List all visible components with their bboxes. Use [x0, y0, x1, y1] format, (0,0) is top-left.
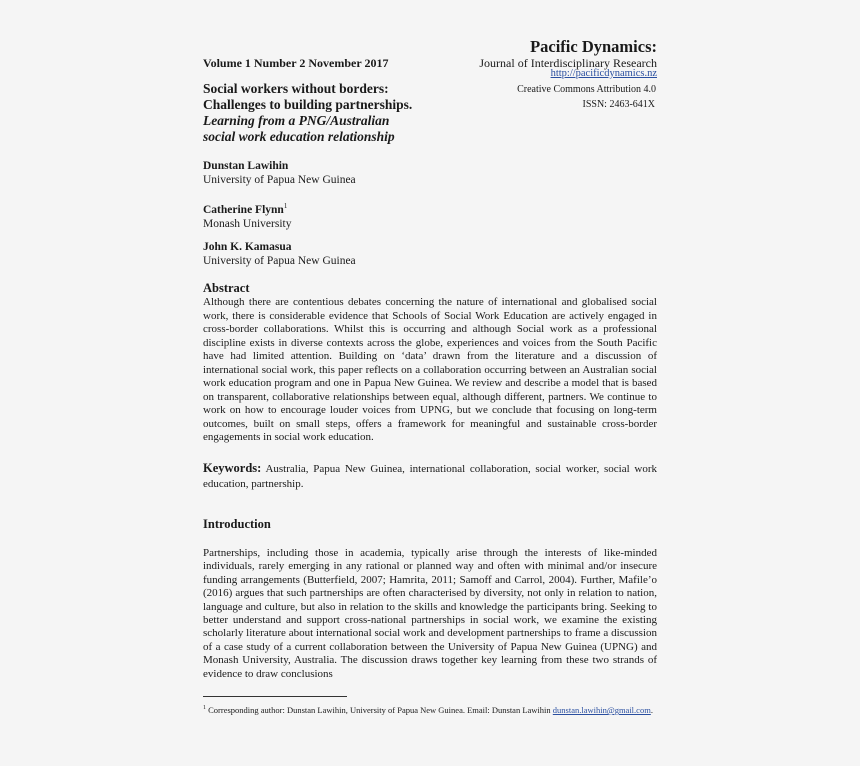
- author-block: [203, 240, 356, 268]
- introduction-heading: Introduction: [203, 517, 271, 531]
- keywords-text: Australia, Papua New Guinea, international collaboration, social worker, social work education, partnership.: [203, 463, 657, 490]
- footnote-rule: [203, 696, 347, 697]
- author-affiliation: University of Papua New Guinea: [203, 174, 356, 186]
- volume-info: Volume 1 Number 2 November 2017: [203, 56, 389, 70]
- abstract-heading: Abstract: [203, 281, 250, 295]
- issn-text: ISSN: 2463-641X: [582, 99, 655, 110]
- author-affiliation: University of Papua New Guinea: [203, 255, 356, 267]
- author-block: [203, 199, 291, 231]
- author-affiliation: Monash University: [203, 217, 292, 230]
- footnote-email-link[interactable]: dunstan.lawihin@gmail.com: [552, 704, 651, 715]
- title-line-2: Challenges to building partnerships.: [203, 97, 413, 112]
- author-name: Catherine Flynn: [203, 203, 284, 216]
- footnote-text: Corresponding author: Dunstan Lawihin, University of Papua New Guinea. Email: Dunstan Lawihin: [206, 704, 553, 715]
- footnote-marker: 1: [283, 202, 288, 210]
- author-name: Dunstan Lawihin: [203, 160, 289, 172]
- title-line-3: Learning from a PNG/Australian: [203, 113, 390, 128]
- keywords: [203, 461, 657, 492]
- footnote-end: .: [650, 704, 653, 715]
- journal-url-link[interactable]: http://pacificdynamics.nz: [550, 68, 657, 79]
- title-line-1: Social workers without borders:: [203, 81, 389, 96]
- license-text: Creative Commons Attribution 4.0: [517, 84, 656, 95]
- introduction-text: Partnerships, including those in academia, typically arise through the interests of like-minded individuals, rarely emerging in any rational or planned way and often with minimal and/or insecure funding arrangements (Butterfield, 2007; Hamrita, 2011; Samoff and Carrol, 2004). Further, Mafile’o (2016) argues that such partnerships are often characterised by diversity, not only in relation to nation, language and culture, but also in relation to the skills and knowledge the participants bring. Seeking to better understand and support cross-national partnerships in social work, we examine the existing scholarly literature about international social work and development partnerships to frame a discussion of a case study of a current collaboration between the University of Papua New Guinea (UPNG) and Monash University, Australia. The discussion draws together key learning from these two strands of evidence to draw conclusions: [203, 547, 657, 680]
- keywords-label: Keywords:: [203, 461, 262, 475]
- footnote: [203, 703, 657, 716]
- journal-name: Pacific Dynamics:: [530, 37, 657, 56]
- journal-subtitle: Journal of Interdisciplinary Research: [479, 56, 657, 70]
- paper-title: [203, 81, 483, 145]
- title-line-4: social work education relationship: [203, 129, 395, 144]
- abstract-text: Although there are contentious debates concerning the nature of international and globalised social work, there is considerable evidence that Schools of Social Work Education are actively engaged in cross-border collaborations. Whilst this is occurring and although Social work as a professional discipline exists in diverse contexts across the globe, experiences and voices from the South Pacific have had limited attention. Building on ‘data’ drawn from the literature and a discussion of international social work, this paper reflects on a collaboration occurring between an Australian social work education program and one in Papua New Guinea. We review and describe a model that is based on transparent, collaborative relationships between equal, although different, partners. We continue to work on how to encourage louder voices from UPNG, but we conclude that focusing on long-term outcomes, built on small steps, offers a framework for meaningful and sustainable cross-border engagements in social work education.: [203, 296, 657, 443]
- author-block: [203, 159, 356, 187]
- footnote-number: 1: [203, 705, 206, 711]
- author-name: John K. Kamasua: [203, 241, 292, 253]
